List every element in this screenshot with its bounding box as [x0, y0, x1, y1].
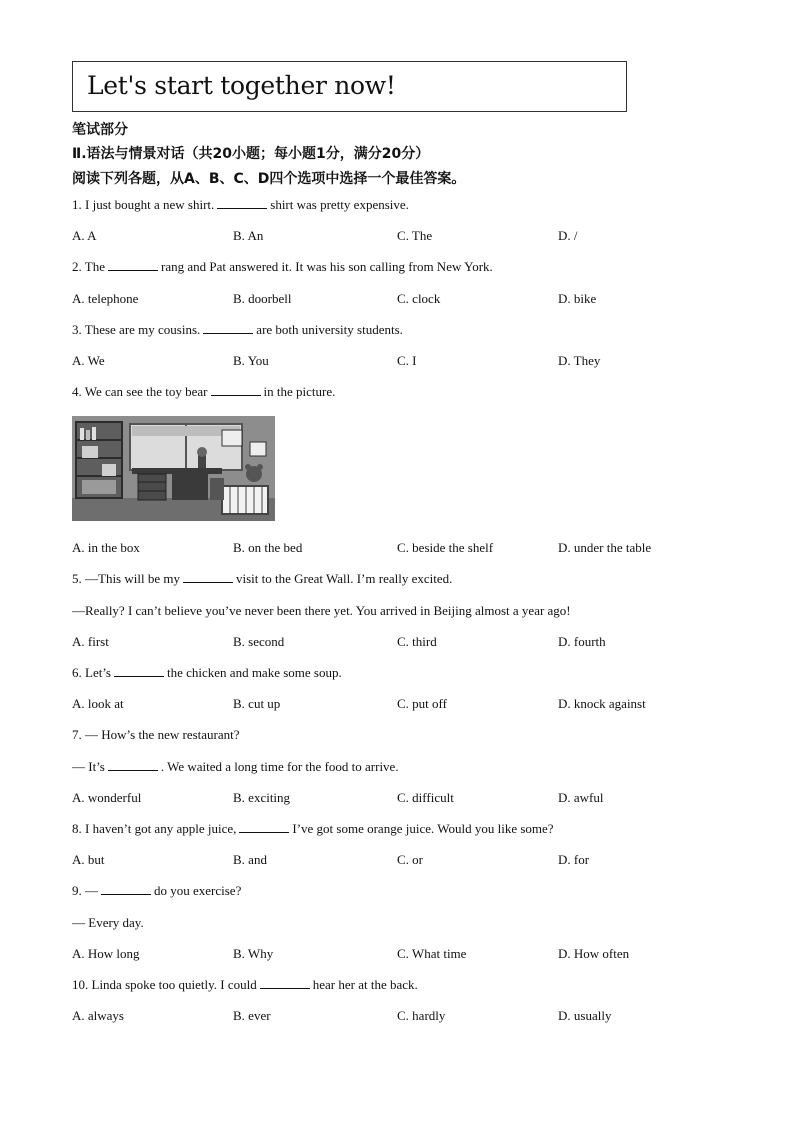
options-8 [0, 852, 794, 870]
option-d[interactable]: D. awful [558, 790, 604, 805]
question-6 [72, 665, 342, 681]
question-text: hear her at the back. [312, 977, 418, 992]
option-a[interactable]: A. A [72, 228, 97, 243]
option-d[interactable]: D. They [558, 353, 601, 368]
option-b[interactable]: B. exciting [233, 790, 291, 805]
answer-blank [260, 978, 310, 989]
question-3 [72, 322, 403, 338]
option-a[interactable]: A. How long [72, 946, 140, 961]
question-10 [72, 977, 418, 993]
question-text: 2. The [72, 259, 105, 274]
answer-blank [108, 760, 158, 771]
question-text: rang and Pat answered it. It was his son calling from New York. [160, 259, 493, 274]
option-c[interactable]: C. I [397, 353, 417, 368]
bedroom-picture [72, 416, 275, 521]
question-5-reply: —Really? I can’t believe you’ve never been there yet. You arrived in Beijing almost a year ago! [72, 603, 571, 618]
option-b[interactable]: B. You [233, 353, 269, 368]
question-text: 10. Linda spoke too quietly. I could [72, 977, 257, 992]
option-a[interactable]: A. in the box [72, 540, 140, 555]
banner-box [72, 61, 627, 112]
options-2 [0, 291, 794, 309]
question-text: 1. I just bought a new shirt. [72, 197, 215, 212]
question-8 [72, 821, 554, 837]
answer-blank [108, 260, 158, 271]
question-text: — It’s [72, 759, 105, 774]
options-7 [0, 790, 794, 808]
option-a[interactable]: A. look at [72, 696, 124, 711]
question-text: visit to the Great Wall. I’m really excited. [235, 571, 453, 586]
section-title: 笔试部分 [72, 122, 128, 138]
option-d[interactable]: D. knock against [558, 696, 646, 711]
answer-blank [183, 572, 233, 583]
question-7-reply [72, 759, 399, 775]
option-a[interactable]: A. telephone [72, 291, 139, 306]
option-c[interactable]: C. hardly [397, 1008, 446, 1023]
option-c[interactable]: C. difficult [397, 790, 454, 805]
answer-blank [211, 385, 261, 396]
option-b[interactable]: B. cut up [233, 696, 281, 711]
option-c[interactable]: C. beside the shelf [397, 540, 494, 555]
option-d[interactable]: D. for [558, 852, 590, 867]
question-5 [72, 571, 452, 587]
question-1 [72, 197, 409, 213]
question-text: do you exercise? [154, 883, 242, 898]
question-text: 5. —This will be my [72, 571, 180, 586]
options-1 [0, 228, 794, 246]
question-text: 8. I haven’t got any apple juice, [72, 821, 237, 836]
part-heading: Ⅱ.语法与情景对话（共20小题；每小题1分，满分20分） [72, 146, 430, 162]
answer-blank [203, 323, 253, 334]
option-d[interactable]: D. usually [558, 1008, 612, 1023]
question-text: . We waited a long time for the food to arrive. [160, 759, 399, 774]
option-c[interactable]: C. or [397, 852, 423, 867]
option-b[interactable]: B. An [233, 228, 264, 243]
option-c[interactable]: C. third [397, 634, 437, 649]
question-2 [72, 259, 493, 275]
option-a[interactable]: A. first [72, 634, 109, 649]
option-d[interactable]: D. under the table [558, 540, 652, 555]
option-c[interactable]: C. The [397, 228, 433, 243]
option-b[interactable]: B. and [233, 852, 267, 867]
answer-blank [217, 198, 267, 209]
option-a[interactable]: A. always [72, 1008, 124, 1023]
options-5 [0, 634, 794, 652]
option-b[interactable]: B. on the bed [233, 540, 303, 555]
option-b[interactable]: B. doorbell [233, 291, 292, 306]
question-text: 6. Let’s [72, 665, 111, 680]
options-4 [0, 540, 794, 558]
answer-blank [114, 666, 164, 677]
option-c[interactable]: C. put off [397, 696, 447, 711]
option-b[interactable]: B. second [233, 634, 285, 649]
option-c[interactable]: C. clock [397, 291, 441, 306]
question-text: shirt was pretty expensive. [270, 197, 409, 212]
option-d[interactable]: D. / [558, 228, 578, 243]
option-a[interactable]: A. wonderful [72, 790, 142, 805]
banner-text: Let's start together now! [87, 71, 396, 100]
option-d[interactable]: D. How often [558, 946, 630, 961]
question-text: 9. — [72, 883, 98, 898]
question-text: the chicken and make some soup. [167, 665, 342, 680]
options-3 [0, 353, 794, 371]
question-text: in the picture. [263, 384, 336, 399]
option-b[interactable]: B. Why [233, 946, 274, 961]
question-4 [72, 384, 335, 400]
instruction: 阅读下列各题，从A、B、C、D四个选项中选择一个最佳答案。 [72, 171, 466, 187]
question-text: 4. We can see the toy bear [72, 384, 208, 399]
question-text: I’ve got some orange juice. Would you like some? [292, 821, 554, 836]
option-d[interactable]: D. bike [558, 291, 597, 306]
option-d[interactable]: D. fourth [558, 634, 606, 649]
options-10 [0, 1008, 794, 1026]
question-text: 3. These are my cousins. [72, 322, 201, 337]
options-6 [0, 696, 794, 714]
option-a[interactable]: A. but [72, 852, 105, 867]
question-text: are both university students. [256, 322, 403, 337]
option-b[interactable]: B. ever [233, 1008, 271, 1023]
option-a[interactable]: A. We [72, 353, 105, 368]
answer-blank [101, 884, 151, 895]
question-9-reply: — Every day. [72, 915, 144, 930]
option-c[interactable]: C. What time [397, 946, 467, 961]
question-9 [72, 883, 241, 899]
answer-blank [239, 822, 289, 833]
question-7: 7. — How’s the new restaurant? [72, 727, 240, 742]
options-9 [0, 946, 794, 964]
